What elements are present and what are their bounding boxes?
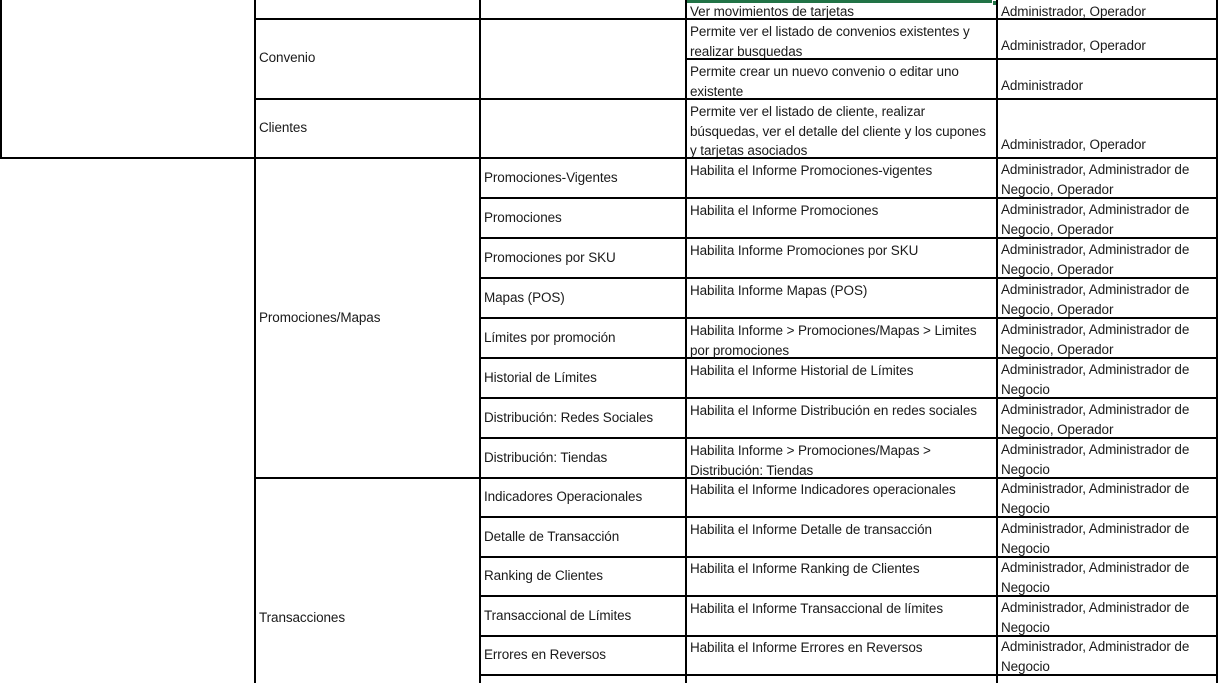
description-cell[interactable]: Habilita el Informe Promociones-vigentes	[690, 163, 933, 178]
description-cell[interactable]: Habilita el Informe Transaccional de límites	[690, 601, 943, 616]
grid-line-right	[1216, 0, 1218, 683]
roles-cell[interactable]: Administrador, Administrador de Negocio, Operador	[1001, 402, 1190, 437]
item-cell[interactable]: Distribución: Tiendas	[484, 449, 608, 465]
item-cell[interactable]: Promociones por SKU	[484, 250, 616, 266]
description-cell[interactable]: Permite crear un nuevo convenio o editar uno existente	[690, 64, 959, 98]
description-cell[interactable]: Habilita el Informe Errores en Reversos	[690, 640, 923, 655]
roles-cell[interactable]: Administrador, Administrador de Negocio	[1001, 560, 1190, 595]
description-cell[interactable]: Ver movimientos de tarjetas	[690, 4, 854, 18]
item-cell[interactable]: Distribución: Redes Sociales	[484, 410, 654, 426]
item-cell[interactable]: Promociones-Vigentes	[484, 170, 618, 186]
description-cell[interactable]: Habilita el Informe Ranking de Clientes	[690, 561, 920, 576]
category-cell[interactable]: Promociones/Mapas	[259, 309, 381, 325]
roles-cell[interactable]: Administrador, Administrador de Negocio	[1001, 521, 1190, 556]
category-cell[interactable]: Convenio	[259, 50, 316, 66]
roles-cell[interactable]: Administrador, Administrador de Negocio	[1001, 639, 1190, 674]
grid-line-row	[479, 674, 1218, 676]
category-cell[interactable]: Transacciones	[259, 610, 345, 626]
roles-cell[interactable]: Administrador, Administrador de Negocio	[1001, 362, 1190, 397]
roles-cell[interactable]: Administrador, Administrador de Negocio	[1001, 442, 1190, 477]
roles-cell[interactable]: Administrador, Administrador de Negocio, Operador	[1001, 162, 1190, 197]
roles-cell[interactable]: Administrador, Administrador de Negocio, Operador	[1001, 322, 1190, 357]
roles-cell[interactable]: Administrador	[1001, 77, 1083, 93]
description-cell[interactable]: Habilita el Informe Historial de Límites	[690, 363, 914, 378]
roles-cell[interactable]: Administrador, Administrador de Negocio	[1001, 481, 1190, 516]
description-cell[interactable]: Habilita el Informe Indicadores operacionales	[690, 482, 956, 497]
description-cell[interactable]: Habilita el Informe Detalle de transacción	[690, 522, 932, 537]
category-cell[interactable]: Clientes	[259, 120, 307, 136]
description-cell[interactable]: Habilita Informe > Promociones/Mapas > Limites por promociones	[690, 323, 977, 358]
item-cell[interactable]: Ranking de Clientes	[484, 568, 603, 584]
description-cell[interactable]: Permite ver el listado de convenios existentes y realizar busquedas	[690, 24, 970, 58]
grid-line-left	[0, 0, 2, 158]
description-cell[interactable]: Habilita el Informe Promociones	[690, 203, 879, 218]
item-cell[interactable]: Mapas (POS)	[484, 290, 565, 306]
roles-cell[interactable]: Administrador, Operador	[1001, 4, 1146, 18]
item-cell[interactable]: Detalle de Transacción	[484, 528, 620, 544]
description-cell[interactable]: Habilita Informe Promociones por SKU	[690, 243, 919, 258]
roles-cell[interactable]: Administrador, Administrador de Negocio	[1001, 600, 1190, 635]
description-cell[interactable]: Habilita el Informe Distribución en redes sociales	[690, 403, 977, 418]
item-cell[interactable]: Promociones	[484, 210, 562, 226]
roles-cell[interactable]: Administrador, Operador	[1001, 136, 1146, 152]
roles-cell[interactable]: Administrador, Operador	[1001, 37, 1146, 53]
roles-cell[interactable]: Administrador, Administrador de Negocio, Operador	[1001, 242, 1190, 277]
item-cell[interactable]: Indicadores Operacionales	[484, 489, 643, 505]
description-cell[interactable]: Habilita Informe Mapas (POS)	[690, 283, 868, 298]
item-cell[interactable]: Errores en Reversos	[484, 646, 606, 662]
item-cell[interactable]: Transaccional de Límites	[484, 607, 632, 623]
item-cell[interactable]: Límites por promoción	[484, 330, 616, 346]
roles-cell[interactable]: Administrador, Administrador de Negocio, Operador	[1001, 202, 1190, 237]
roles-cell[interactable]: Administrador, Administrador de Negocio, Operador	[1001, 282, 1190, 317]
description-cell[interactable]: Habilita Informe > Promociones/Mapas > Distribución: Tiendas	[690, 443, 931, 477]
description-cell[interactable]: Permite ver el listado de cliente, realizar búsquedas, ver el detalle del cliente y los cupones y tarjetas asociados	[690, 104, 986, 157]
item-cell[interactable]: Historial de Límites	[484, 370, 597, 386]
